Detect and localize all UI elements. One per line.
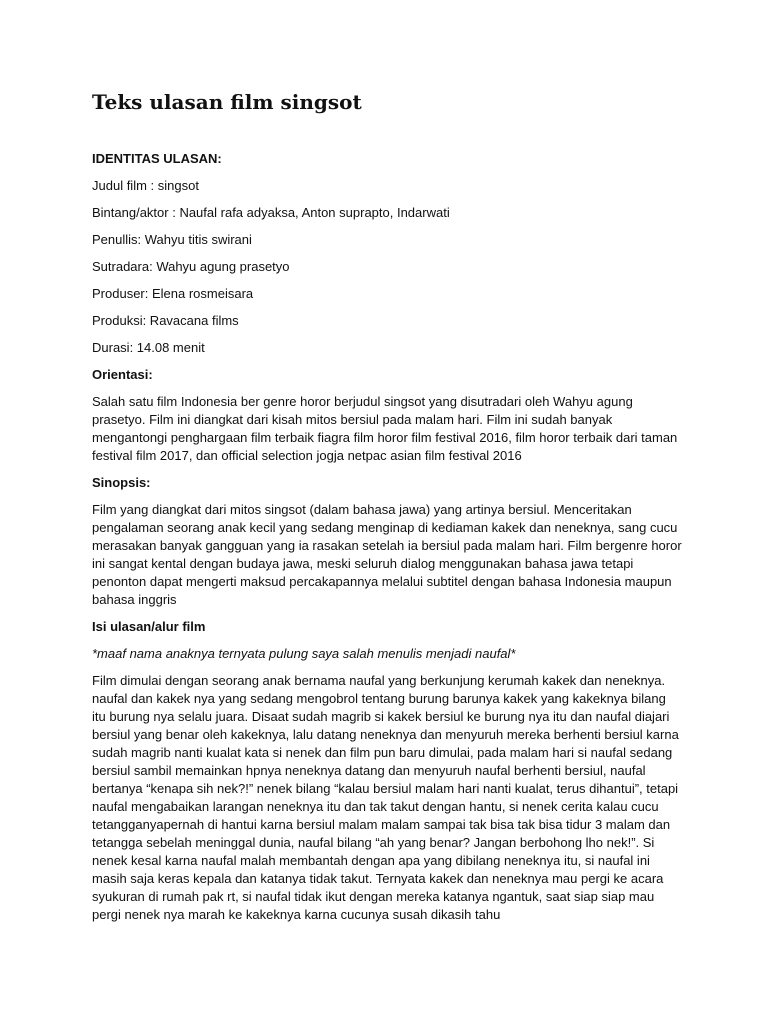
identity-penulis: Penullis: Wahyu titis swirani (92, 232, 252, 247)
isi-paragraph: Film dimulai dengan seorang anak bernama naufal yang berkunjung kerumah kakek dan neneknya. naufal dan kakek nya yang sedang mengobrol tentang burung barunya kakek yang kakeknya bilang itu burung nya selalu juara. Disaat sudah magrib si kakek bersiul ke burung nya itu dan naufal diajari bersiul yang benar oleh kakeknya, lalu datang neneknya dan menyuruh mereka berhenti bersiul karna sudah magrib nanti kualat kata si nenek dan film pun baru dimulai, pada malam hari si naufal sedang bersiul sambil memainkan hpnya neneknya datang dan menyuruh naufal berhenti bersiul, naufal bertanya “kenapa sih nek?!” nenek bilang “kalau bersiul malam hari nanti kualat, terus dihantui”, tetapi naufal mengabaikan larangan neneknya itu dan tak takut dengan hantu, si nenek cerita kalau cucu tetangganyapernah di hantui karna bersiul malam malam sampai tak bisa tak bisa tidur 3 malam dan tetangga sebelah meninggal dunia, naufal bilang “ah yang benar? Jangan berbohong lho nek!”. Si nenek kesal karna naufal malah membantah dengan apa yang dibilang neneknya itu, si naufal ini masih saja keras kepala dan katanya tidak takut. Ternyata kakek dan neneknya mau pergi ke acara syukuran di rumah pak rt, si naufal tidak ikut dengan mereka katanya ngantuk, saat siap siap mau pergi nenek nya marah ke kakeknya karna cucunya susah dikasih tahu (92, 673, 679, 922)
document-title: Teks ulasan film singsot (92, 90, 362, 114)
isi-note: *maaf nama anaknya ternyata pulung saya salah menulis menjadi naufal* (92, 646, 516, 661)
identity-durasi: Durasi: 14.08 menit (92, 340, 205, 355)
orientasi-paragraph: Salah satu film Indonesia ber genre horor berjudul singsot yang disutradari oleh Wahyu agung prasetyo. Film ini diangkat dari kisah mitos bersiul pada malam hari. Film ini sudah banyak mengantongi penghargaan film terbaik fiagra film horor film festival 2016, film horor terbaik dari taman festival film 2017, dan official selection jogja netpac asian film festival 2016 (92, 394, 678, 463)
identity-judul: Judul film : singsot (92, 178, 199, 193)
document-body (92, 150, 682, 933)
orientasi-heading: Orientasi: (92, 367, 153, 382)
identity-produser: Produser: Elena rosmeisara (92, 286, 254, 301)
isi-heading: Isi ulasan/alur film (92, 619, 206, 634)
sinopsis-heading: Sinopsis: (92, 475, 151, 490)
identity-produksi: Produksi: Ravacana films (92, 313, 239, 328)
identity-heading: IDENTITAS ULASAN: (92, 151, 222, 166)
identity-sutradara: Sutradara: Wahyu agung prasetyo (92, 259, 290, 274)
sinopsis-paragraph: Film yang diangkat dari mitos singsot (dalam bahasa jawa) yang artinya bersiul. Menceritakan pengalaman seorang anak kecil yang sedang menginap di kediaman kakek dan neneknya, sang cucu merasakan banyak gangguan yang ia rasakan setelah ia bersiul pada malam hari. Film bergenre horor ini sangat kental dengan budaya jawa, meski seluruh dialog menggunakan bahasa jawa tetapi penonton dapat mengerti maksud percakapannya melalui subtitel dengan bahasa Indonesia maupun bahasa inggris (92, 502, 682, 607)
identity-bintang: Bintang/aktor : Naufal rafa adyaksa, Anton suprapto, Indarwati (92, 205, 450, 220)
